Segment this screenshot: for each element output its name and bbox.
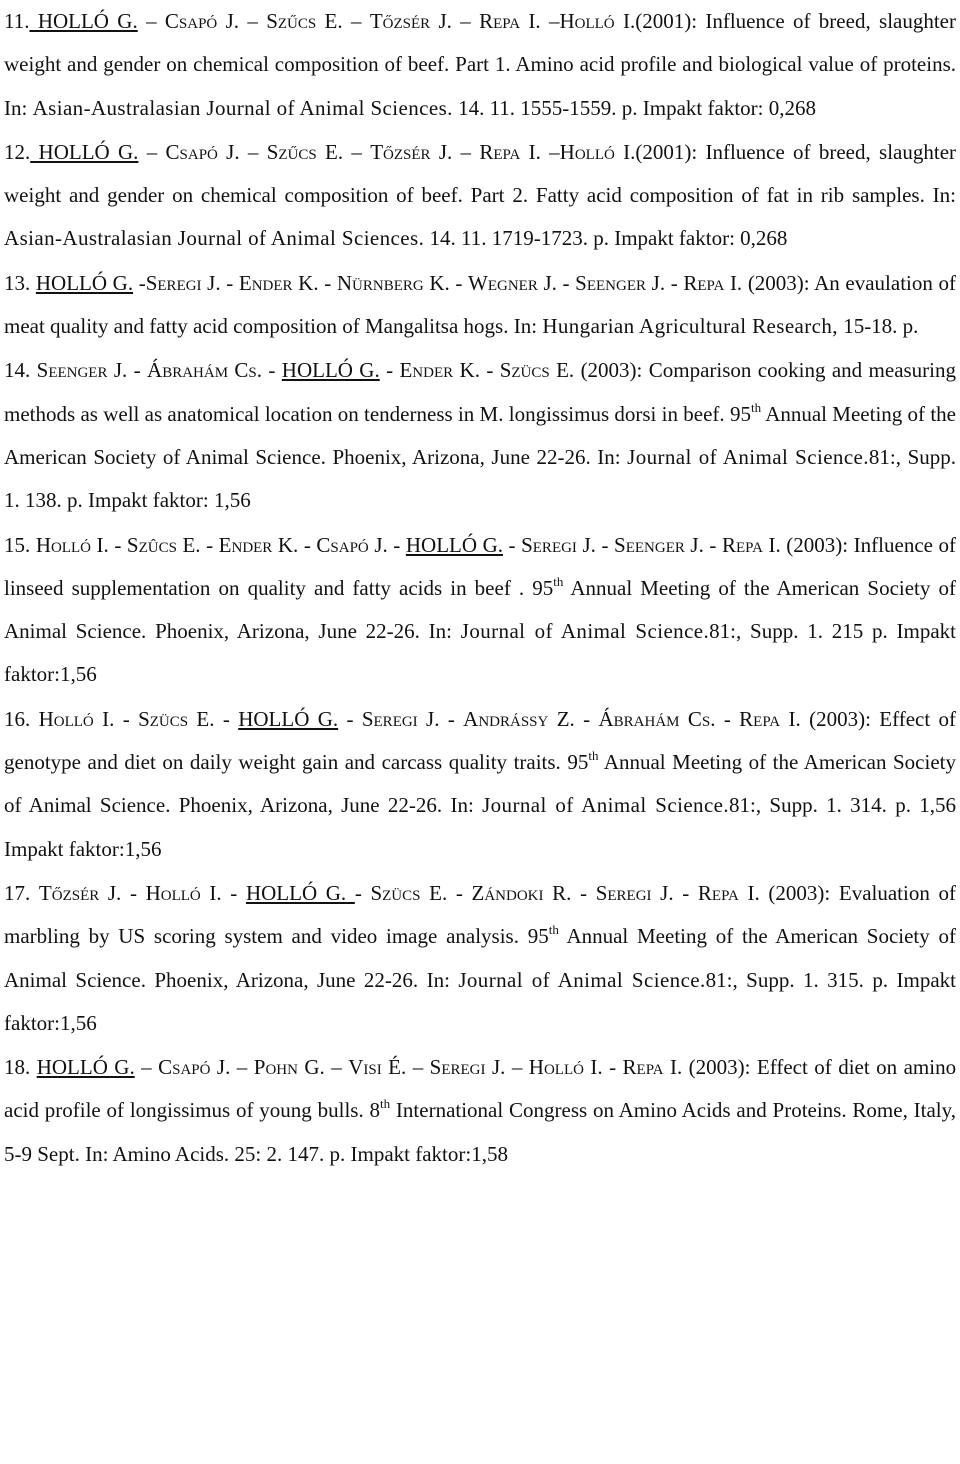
reference-text: – xyxy=(134,1055,159,1080)
journal-title: Journal of Animal Science. xyxy=(460,619,710,644)
reference-text: – xyxy=(137,9,165,33)
reference-text: - xyxy=(121,880,146,905)
author-name: Visi É. xyxy=(348,1055,407,1080)
author-name: Repa I. xyxy=(622,1055,683,1080)
reference-text: - xyxy=(502,532,522,557)
reference-item xyxy=(4,524,956,697)
highlighted-author: HOLLÓ G. xyxy=(281,358,380,383)
author-name: Zándoki R. xyxy=(471,880,572,905)
author-name: Holló I. xyxy=(35,532,109,557)
author-name: Repa I. xyxy=(739,706,801,731)
reference-text: 81:, Supp. 1. 138. p. Impakt faktor: 1,56 xyxy=(4,444,956,513)
reference-text: – xyxy=(239,139,267,164)
reference-text: - xyxy=(133,270,146,295)
ordinal-suffix: th xyxy=(380,1096,391,1112)
reference-item xyxy=(4,131,956,261)
reference-text: - xyxy=(338,706,362,731)
author-name: Holló I. xyxy=(559,9,636,33)
author-name: Csapó J. xyxy=(316,532,388,557)
reference-text: Annual Meeting of the American Society of Animal Science. Phoenix, Arizona, June 22-26. In: xyxy=(4,750,956,818)
reference-text: – xyxy=(540,139,560,164)
reference-text: (2003): Evaluation of marbling by US scoring system and video image analysis. 95 xyxy=(4,880,956,949)
reference-item xyxy=(4,0,956,130)
reference-text: – xyxy=(239,9,267,33)
author-name: Nürnberg K. xyxy=(336,270,450,295)
author-name: Ender K. xyxy=(218,532,299,557)
reference-item xyxy=(4,1046,956,1176)
reference-text: – xyxy=(343,139,371,164)
reference-text: - xyxy=(318,270,337,295)
reference-text: International Congress on Amino Acids and Proteins. Rome, Italy, 5-9 Sept. In: Amino Acids. 25: 2. 147. p. Impakt faktor:1,58 xyxy=(4,1098,956,1166)
reference-text: – xyxy=(540,9,560,33)
reference-text: (2003): Influence of linseed supplementation on quality and fatty acids in beef . 95 xyxy=(4,532,957,600)
author-name: Repa I. xyxy=(683,270,743,295)
reference-text: - xyxy=(220,270,239,295)
ordinal-suffix: th xyxy=(588,748,599,764)
reference-text: - xyxy=(602,1055,623,1080)
reference-text: - xyxy=(108,532,127,557)
author-name: Andrássy Z. xyxy=(463,706,575,731)
reference-text: - xyxy=(200,532,219,557)
reference-text: - xyxy=(127,358,148,383)
author-name: Ábrahám Cs. xyxy=(598,706,716,731)
author-name: Seenger J. xyxy=(36,358,128,383)
reference-text: - xyxy=(595,532,615,557)
author-name: Seregi J. xyxy=(429,1055,506,1080)
author-name: Csapó J. xyxy=(158,1055,231,1080)
journal-title: Journal of Animal Science. xyxy=(458,967,706,992)
reference-text: 81:, Supp. 1. 215 p. Impakt faktor:1,56 xyxy=(4,619,956,687)
author-name: Ender K. xyxy=(399,358,480,383)
reference-text: - xyxy=(387,532,406,557)
reference-text: - xyxy=(379,358,400,383)
author-name: Holló I. xyxy=(38,706,115,731)
author-name: Pohn G. xyxy=(253,1055,325,1080)
author-name: Seregi J. xyxy=(521,532,596,557)
reference-text: 15. xyxy=(4,532,36,557)
author-name: Szűcs E. xyxy=(266,139,344,164)
journal-title: Journal of Animal Science. xyxy=(627,444,869,469)
author-name: Tőzsér J. xyxy=(369,9,452,33)
reference-text: Annual Meeting of the American Society of Animal Science. Phoenix, Arizona, June 22-26. In: xyxy=(4,575,956,644)
journal-title: Journal of Animal Science. xyxy=(482,793,730,818)
reference-text: (2001): Influence of breed, slaughter weight and gender on chemical composition of beef. Part 2. Fatty acid composition of fat in rib samples. In: xyxy=(4,139,957,208)
reference-text: - xyxy=(703,532,722,557)
reference-text: Annual Meeting of the American Society of Animal Science. Phoenix, Arizona, June 22-26. In: xyxy=(4,401,956,469)
reference-text: (2001): Influence of breed, slaughter weight and gender on chemical composition of beef. Part 1. Amino acid profile and biological value of proteins. In: xyxy=(4,9,956,120)
reference-text: – xyxy=(342,9,370,33)
reference-text: - xyxy=(262,358,282,383)
reference-text: 15-18. p. xyxy=(837,314,919,339)
author-name: Seregi J. xyxy=(595,880,674,905)
reference-text: - xyxy=(571,880,596,905)
reference-text: - xyxy=(479,358,500,383)
reference-text: (2003): Comparison cooking and measuring methods as well as anatomical location on tenderness in M. longissimus dorsi in beef. 95 xyxy=(4,358,957,426)
reference-text: - xyxy=(114,706,139,731)
author-name: Csapó J. xyxy=(165,139,240,164)
reference-text: (2003): An evaulation of meat quality and fatty acid composition of Mangalitsa hogs. In: xyxy=(4,270,957,339)
reference-text: - xyxy=(556,270,576,295)
author-name: Repa I. xyxy=(697,880,760,905)
ordinal-suffix: th xyxy=(750,399,762,415)
reference-text: – xyxy=(324,1055,349,1080)
author-name: Ábrahám Cs. xyxy=(147,358,263,383)
reference-text: - xyxy=(574,706,599,731)
highlighted-author: HOLLÓ G. xyxy=(36,1055,135,1080)
highlighted-author: HOLLÓ G. xyxy=(30,139,139,164)
highlighted-author: HOLLÓ G. xyxy=(29,9,138,33)
author-name: Csapó J. xyxy=(164,9,240,33)
author-name: Ender K. xyxy=(238,270,319,295)
reference-text: - xyxy=(354,880,371,905)
author-name: Repa I. xyxy=(721,532,781,557)
reference-text: - xyxy=(447,880,472,905)
reference-text: 81:, Supp. 1. 314. p. 1,56 Impakt faktor:1,56 xyxy=(4,793,957,861)
author-name: Szűcs E. xyxy=(266,9,343,33)
highlighted-author: HOLLÓ G. xyxy=(245,880,355,905)
author-name: Szücs E. xyxy=(370,880,448,905)
author-name: Holló I. xyxy=(528,1055,603,1080)
reference-text: – xyxy=(452,139,480,164)
reference-text: – xyxy=(138,139,166,164)
reference-text: 17. xyxy=(4,880,39,905)
reference-text: - xyxy=(449,270,469,295)
ordinal-suffix: th xyxy=(553,573,564,589)
author-name: Repa I. xyxy=(479,139,541,164)
reference-item xyxy=(4,262,956,349)
author-name: Seenger J. xyxy=(575,270,666,295)
author-name: Szûcs E. xyxy=(126,532,201,557)
reference-text: 16. xyxy=(4,706,39,731)
reference-text: - xyxy=(439,706,464,731)
reference-text: – xyxy=(406,1055,430,1080)
author-name: Seregi J. xyxy=(361,706,440,731)
reference-text: – xyxy=(230,1055,254,1080)
reference-text: 81:, Supp. 1. 315. p. Impakt faktor:1,56 xyxy=(4,967,956,1035)
reference-text: 14. xyxy=(4,358,37,383)
author-name: Szücs E. xyxy=(499,358,575,383)
author-name: Tőzsér J. xyxy=(38,880,122,905)
author-name: Wegner J. xyxy=(468,270,557,295)
reference-item xyxy=(4,698,956,871)
reference-text: - xyxy=(673,880,698,905)
ordinal-suffix: th xyxy=(548,922,559,938)
author-name: Tőzsér J. xyxy=(370,139,453,164)
reference-text: - xyxy=(221,880,246,905)
reference-text: 11. xyxy=(4,9,30,33)
reference-item xyxy=(4,872,956,1045)
reference-text: Annual Meeting of the American Society of Animal Science. Phoenix, Arizona, June 22-26. In: xyxy=(4,924,956,992)
author-name: Repa I. xyxy=(479,9,541,33)
reference-text: – xyxy=(505,1055,529,1080)
reference-text: 13. xyxy=(4,270,36,295)
highlighted-author: HOLLÓ G. xyxy=(35,270,134,295)
reference-item xyxy=(4,349,956,522)
reference-text: - xyxy=(298,532,317,557)
reference-text: (2003): Effect of diet on amino acid profile of longissimus of young bulls. 8 xyxy=(4,1055,957,1123)
author-name: Seenger J. xyxy=(614,532,704,557)
reference-text: - xyxy=(715,706,740,731)
journal-title: Hungarian Agricultural Research, xyxy=(542,314,838,339)
reference-text: 14. 11. 1555-1559. p. Impakt faktor: 0,268 xyxy=(452,95,816,120)
reference-text: 12. xyxy=(4,139,31,164)
journal-title: Asian-Australasian Journal of Animal Sciences. xyxy=(32,95,453,120)
reference-text: - xyxy=(665,270,684,295)
reference-text: 18. xyxy=(4,1055,37,1080)
journal-title: Asian-Australasian Journal of Animal Sciences. xyxy=(4,226,425,251)
author-name: Holló I. xyxy=(145,880,222,905)
reference-text: – xyxy=(451,9,480,33)
reference-text: 14. 11. 1719-1723. p. Impakt faktor: 0,268 xyxy=(424,226,788,251)
author-name: Holló I. xyxy=(559,139,636,164)
highlighted-author: HOLLÓ G. xyxy=(238,706,339,731)
reference-text: (2003): Effect of genotype and diet on daily weight gain and carcass quality traits. 95 xyxy=(4,706,957,775)
author-name: Szücs E. xyxy=(138,706,215,731)
highlighted-author: HOLLÓ G. xyxy=(405,532,503,557)
author-name: Seregi J. xyxy=(145,270,221,295)
reference-text: - xyxy=(214,706,239,731)
